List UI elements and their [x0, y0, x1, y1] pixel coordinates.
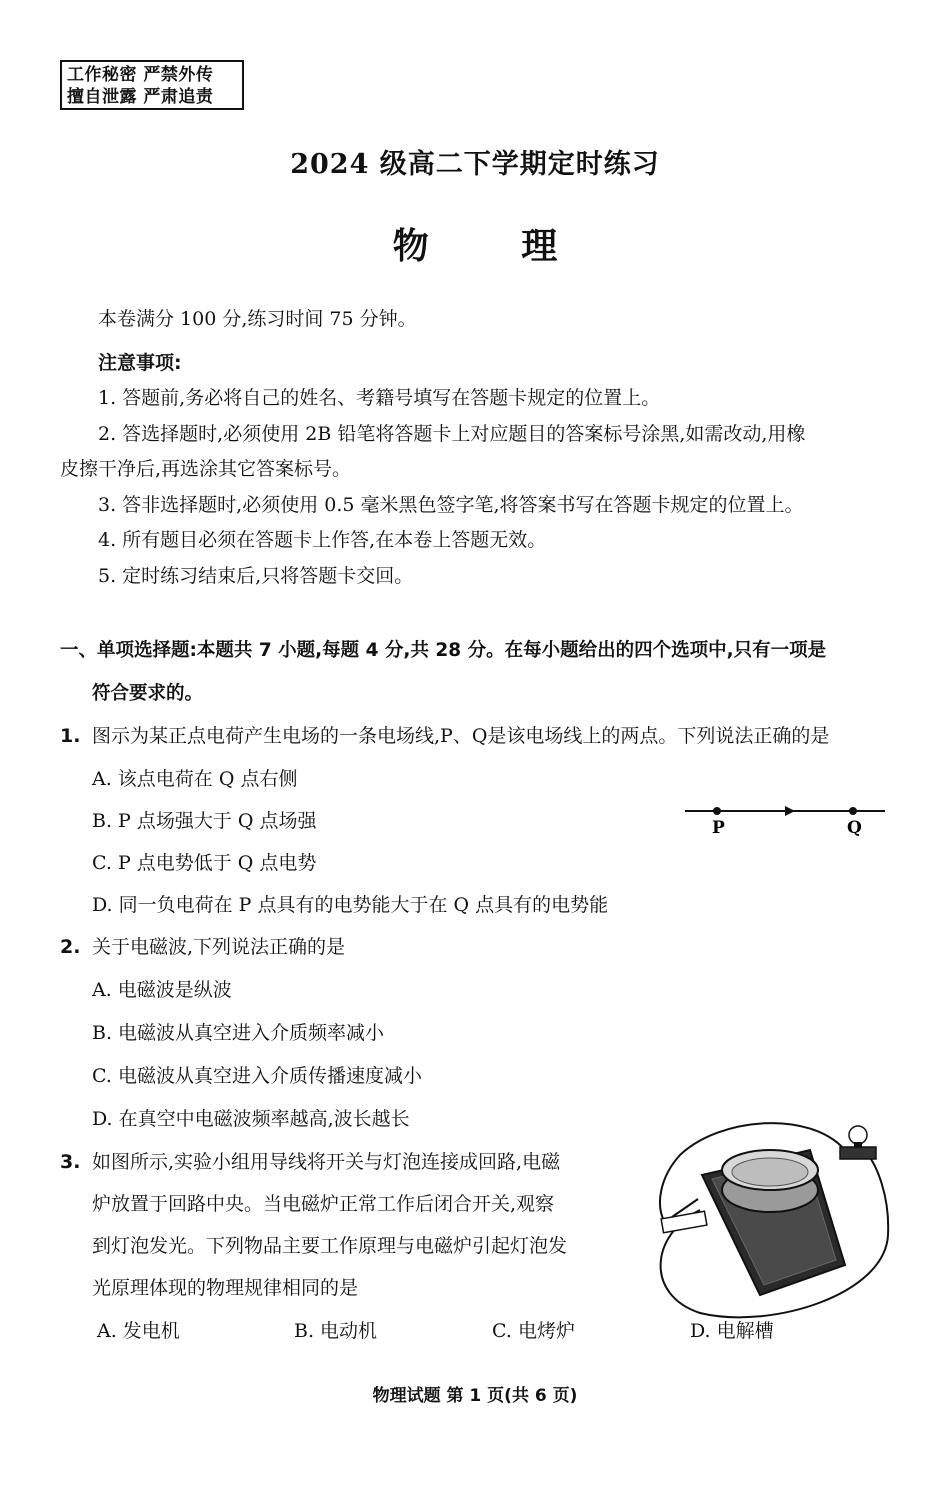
question-3-option-c: C. 电烤炉	[492, 1320, 575, 1342]
question-2-option-a: A. 电磁波是纵波	[92, 979, 232, 1001]
question-3-stem-line-3: 到灯泡发光。下列物品主要工作原理与电磁炉引起灯泡发	[92, 1235, 568, 1257]
bulb-base	[840, 1147, 876, 1159]
question-1-option-c: C. P 点电势低于 Q 点电势	[92, 852, 317, 874]
point-q-dot	[849, 807, 857, 815]
induction-cooker-circuit-figure	[640, 1115, 900, 1320]
switch-base	[661, 1211, 707, 1232]
section-heading-cont: 符合要求的。	[92, 683, 204, 704]
notice-item-5: 5. 定时练习结束后,只将答题卡交回。	[98, 565, 414, 587]
question-3-stem-line-4: 光原理体现的物理规律相同的是	[92, 1277, 359, 1299]
question-2-option-c: C. 电磁波从真空进入介质传播速度减小	[92, 1065, 422, 1087]
section-heading: 一、单项选择题:本题共 7 小题,每题 4 分,共 28 分。在每小题给出的四个选项中,只有一项是	[60, 640, 827, 661]
page-footer: 物理试题 第 1 页(共 6 页)	[372, 1386, 578, 1406]
subject-title: 物 理	[392, 225, 598, 267]
point-p-label: P	[712, 818, 725, 838]
notice-item-1: 1. 答题前,务必将自己的姓名、考籍号填写在答题卡规定的位置上。	[98, 387, 661, 409]
question-3-option-d: D. 电解槽	[690, 1320, 774, 1342]
field-direction-arrow	[785, 806, 795, 816]
question-1-stem: 图示为某正点电荷产生电场的一条电场线,P、Q是该电场线上的两点。下列说法正确的是	[92, 725, 830, 747]
intro-text: 本卷满分 100 分,练习时间 75 分钟。	[98, 308, 417, 330]
notice-heading: 注意事项:	[98, 352, 182, 374]
question-1-option-a: A. 该点电荷在 Q 点右侧	[92, 768, 298, 790]
exam-title: 2024 级高二下学期定时练习	[290, 149, 660, 180]
notice-item-3: 3. 答非选择题时,必须使用 0.5 毫米黑色签字笔,将答案书写在答题卡规定的位置上。	[98, 494, 804, 516]
question-3-stem-line-1: 如图所示,实验小组用导线将开关与灯泡连接成回路,电磁	[92, 1151, 561, 1173]
pan-inside	[732, 1158, 808, 1186]
stamp-line-1: 工作秘密 严禁外传	[67, 65, 214, 85]
question-1-number: 1.	[60, 725, 81, 747]
question-2-option-b: B. 电磁波从真空进入介质频率减小	[92, 1022, 385, 1044]
question-1-option-d: D. 同一负电荷在 P 点具有的电势能大于在 Q 点具有的电势能	[92, 894, 609, 916]
point-p-dot	[713, 807, 721, 815]
light-bulb-icon	[849, 1126, 867, 1144]
question-2-number: 2.	[60, 936, 81, 958]
notice-item-4: 4. 所有题目必须在答题卡上作答,在本卷上答题无效。	[98, 529, 547, 551]
confidential-stamp	[60, 60, 244, 110]
question-3-option-b: B. 电动机	[294, 1320, 378, 1342]
electric-field-line-figure	[685, 795, 890, 845]
question-2-option-d: D. 在真空中电磁波频率越高,波长越长	[92, 1108, 410, 1130]
notice-item-2-cont: 皮擦干净后,再选涂其它答案标号。	[60, 458, 352, 480]
question-2-stem: 关于电磁波,下列说法正确的是	[92, 936, 346, 958]
question-1-option-b: B. P 点场强大于 Q 点场强	[92, 810, 317, 832]
question-3-option-a: A. 发电机	[97, 1320, 180, 1342]
notice-item-2: 2. 答选择题时,必须使用 2B 铅笔将答题卡上对应题目的答案标号涂黑,如需改动,用橡	[98, 423, 806, 445]
point-q-label: Q	[847, 818, 862, 838]
stamp-line-2: 擅自泄露 严肃追责	[67, 87, 214, 107]
question-3-stem-line-2: 炉放置于回路中央。当电磁炉正常工作后闭合开关,观察	[92, 1193, 555, 1215]
bulb-socket	[854, 1142, 862, 1148]
question-3-number: 3.	[60, 1151, 81, 1173]
